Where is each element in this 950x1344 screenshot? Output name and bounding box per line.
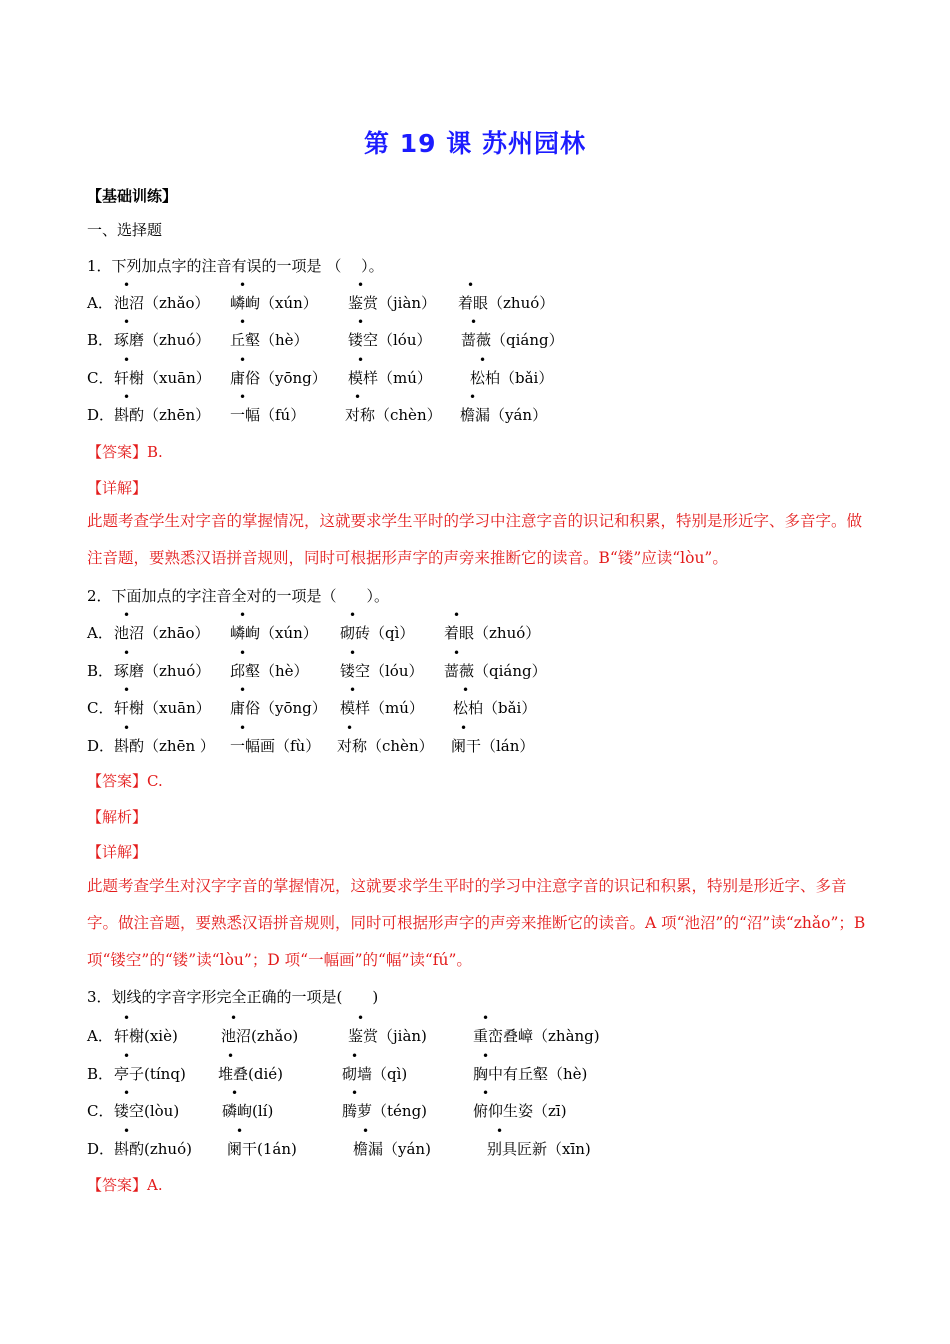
option-letter: B． bbox=[87, 331, 114, 349]
option-item: 着眼（zhuó） • bbox=[444, 608, 541, 642]
q3-answer: 【答案】A. bbox=[87, 1176, 163, 1194]
option-item: 松柏（bǎi） • bbox=[453, 683, 537, 717]
emphasis-dot-mark: • bbox=[453, 608, 461, 622]
emphasis-dot-mark: • bbox=[482, 1011, 490, 1025]
emphasis-dot-mark: • bbox=[239, 721, 247, 735]
emphasis-dot-mark: • bbox=[239, 390, 247, 404]
emphasis-dot-mark: • bbox=[123, 1049, 131, 1063]
option-item: 邱壑（hè） • bbox=[230, 646, 309, 680]
option-letter: C． bbox=[87, 699, 114, 717]
emphasis-dot-mark: • bbox=[351, 1049, 359, 1063]
q2-answer: 【答案】C. bbox=[87, 772, 163, 790]
q3-option-c bbox=[87, 1086, 887, 1122]
emphasis-dot-mark: • bbox=[239, 315, 247, 329]
q1-stem: 1．下列加点字的注音有误的一项是 （ ）。 bbox=[87, 257, 384, 275]
option-item: 庸俗（yōng） • bbox=[230, 353, 327, 387]
option-letter: A． bbox=[87, 294, 113, 312]
emphasis-dot-mark: • bbox=[123, 353, 131, 367]
q2-analysis-label: 【解析】 bbox=[87, 808, 148, 826]
emphasis-dot-mark: • bbox=[230, 1011, 238, 1025]
emphasis-dot-mark: • bbox=[123, 278, 131, 292]
q2-option-d bbox=[87, 721, 887, 757]
q3-option-d bbox=[87, 1124, 887, 1160]
option-letter: B． bbox=[87, 662, 114, 680]
emphasis-dot-mark: • bbox=[236, 1124, 244, 1138]
option-item: 丘壑（hè） • bbox=[230, 315, 309, 349]
emphasis-dot-mark: • bbox=[460, 721, 468, 735]
emphasis-dot-mark: • bbox=[123, 1086, 131, 1100]
emphasis-dot-mark: • bbox=[362, 1124, 370, 1138]
emphasis-dot-mark: • bbox=[123, 683, 131, 697]
emphasis-dot-mark: • bbox=[496, 1124, 504, 1138]
emphasis-dot-mark: • bbox=[357, 1011, 365, 1025]
q2-detail-label: 【详解】 bbox=[87, 843, 148, 861]
option-letter: B． bbox=[87, 1065, 114, 1083]
option-item: 鉴赏（jiàn) • bbox=[348, 1011, 427, 1045]
emphasis-dot-mark: • bbox=[123, 646, 131, 660]
option-item: 蔷薇（qiáng） • bbox=[444, 646, 547, 680]
q1-answer: 【答案】B. bbox=[87, 443, 163, 461]
emphasis-dot-mark: • bbox=[470, 315, 478, 329]
emphasis-dot-mark: • bbox=[357, 315, 365, 329]
emphasis-dot-mark: • bbox=[453, 646, 461, 660]
option-item: 嶙峋（xún） • bbox=[230, 608, 318, 642]
emphasis-dot-mark: • bbox=[239, 683, 247, 697]
option-item: 胸中有丘壑（hè) • bbox=[473, 1049, 588, 1083]
emphasis-dot-mark: • bbox=[349, 608, 357, 622]
section-heading: 【基础训练】 bbox=[87, 187, 178, 205]
emphasis-dot-mark: • bbox=[482, 1086, 490, 1100]
option-item: 琢磨（zhuó） • bbox=[114, 646, 211, 680]
emphasis-dot-mark: • bbox=[239, 278, 247, 292]
option-item: 一幅（fú） • bbox=[230, 390, 306, 424]
option-item: 堆叠(dié) • bbox=[218, 1049, 283, 1083]
option-item: 轩榭(xiè) • bbox=[114, 1011, 178, 1045]
emphasis-dot-mark: • bbox=[469, 390, 477, 404]
option-letter: A． bbox=[87, 1027, 113, 1045]
option-item: 镂空(lòu) • bbox=[114, 1086, 180, 1120]
option-item: 俯仰生姿（zī) • bbox=[473, 1086, 567, 1120]
option-item: 别具匠新（xīn) • bbox=[487, 1124, 591, 1158]
q1-detail-text: 此题考查学生对字音的掌握情况，这就要求学生平时的学习中注意字音的识记和积累，特别是形近字、多音字。做注音题，要熟悉汉语拼音规则，同时可根据形声字的声旁来推断它的读音。B“镂”应读“lòu”。 bbox=[87, 512, 863, 567]
option-item: 檐漏（yán) • bbox=[353, 1124, 431, 1158]
emphasis-dot-mark: • bbox=[462, 683, 470, 697]
option-item: 琢磨（zhuó） • bbox=[114, 315, 211, 349]
part-heading: 一、选择题 bbox=[87, 221, 163, 239]
option-item: 对称（chèn） • bbox=[337, 721, 434, 755]
option-letter: D． bbox=[87, 1140, 115, 1158]
emphasis-dot-mark: • bbox=[357, 278, 365, 292]
q2-option-c bbox=[87, 683, 887, 719]
option-item: 镂空（lóu） • bbox=[348, 315, 432, 349]
q3-option-a bbox=[87, 1011, 887, 1047]
emphasis-dot-mark: • bbox=[123, 608, 131, 622]
option-item: 嶙峋（xún） • bbox=[230, 278, 318, 312]
emphasis-dot-mark: • bbox=[482, 1049, 490, 1063]
option-item: 模样（mú） • bbox=[348, 353, 432, 387]
q1-option-c bbox=[87, 353, 887, 389]
emphasis-dot-mark: • bbox=[227, 1049, 235, 1063]
option-item: 轩榭（xuān） • bbox=[114, 683, 211, 717]
q3-stem: 3．划线的字音字形完全正确的一项是( ) bbox=[87, 988, 379, 1006]
option-item: 蔷薇（qiáng） • bbox=[461, 315, 564, 349]
emphasis-dot-mark: • bbox=[239, 353, 247, 367]
emphasis-dot-mark: • bbox=[239, 608, 247, 622]
option-item: 庸俗（yōng） • bbox=[230, 683, 327, 717]
emphasis-dot-mark: • bbox=[349, 646, 357, 660]
option-letter: C． bbox=[87, 369, 114, 387]
option-item: 重峦叠嶂（zhàng) • bbox=[473, 1011, 600, 1045]
option-item: 对称（chèn） • bbox=[345, 390, 442, 424]
emphasis-dot-mark: • bbox=[354, 390, 362, 404]
option-letter: D． bbox=[87, 406, 115, 424]
emphasis-dot-mark: • bbox=[349, 683, 357, 697]
q1-option-d bbox=[87, 390, 887, 426]
option-item: 池沼（zhǎo） • bbox=[114, 278, 210, 312]
option-item: 池沼（zhāo） • bbox=[114, 608, 210, 642]
emphasis-dot-mark: • bbox=[123, 1124, 131, 1138]
emphasis-dot-mark: • bbox=[351, 1086, 359, 1100]
option-item: 磷峋(lí) • bbox=[222, 1086, 274, 1120]
q2-option-b bbox=[87, 646, 887, 682]
option-letter: A． bbox=[87, 624, 113, 642]
option-item: 阑干(1án) • bbox=[227, 1124, 297, 1158]
emphasis-dot-mark: • bbox=[479, 353, 487, 367]
option-item: 斟酌（zhēn） • bbox=[114, 390, 211, 424]
option-item: 阑干（lán） • bbox=[451, 721, 535, 755]
option-item: 亭子(tínq) • bbox=[114, 1049, 186, 1083]
option-letter: C． bbox=[87, 1102, 114, 1120]
emphasis-dot-mark: • bbox=[123, 1011, 131, 1025]
emphasis-dot-mark: • bbox=[231, 1086, 239, 1100]
emphasis-dot-mark: • bbox=[357, 353, 365, 367]
option-item: 鉴赏（jiàn） • bbox=[348, 278, 437, 312]
option-item: 斟酌(zhuó) • bbox=[114, 1124, 192, 1158]
option-item: 一幅画（fù） • bbox=[230, 721, 321, 755]
option-item: 砌砖（qì） • bbox=[340, 608, 415, 642]
page-title: 第 19 课 苏州园林 bbox=[364, 129, 586, 158]
option-item: 池沼(zhǎo) • bbox=[221, 1011, 299, 1045]
emphasis-dot-mark: • bbox=[467, 278, 475, 292]
emphasis-dot-mark: • bbox=[123, 315, 131, 329]
q1-option-a bbox=[87, 278, 887, 314]
emphasis-dot-mark: • bbox=[239, 646, 247, 660]
option-item: 镂空（lóu） • bbox=[340, 646, 424, 680]
q3-option-b bbox=[87, 1049, 887, 1085]
option-letter: D． bbox=[87, 737, 115, 755]
q2-stem: 2．下面加点的字注音全对的一项是（ ）。 bbox=[87, 587, 390, 605]
emphasis-dot-mark: • bbox=[123, 390, 131, 404]
option-item: 腾萝（téng) • bbox=[342, 1086, 428, 1120]
emphasis-dot-mark: • bbox=[346, 721, 354, 735]
option-item: 着眼（zhuó） • bbox=[458, 278, 555, 312]
option-item: 斟酌（zhēn ） • bbox=[114, 721, 215, 755]
option-item: 松柏（bǎi） • bbox=[470, 353, 554, 387]
q1-option-b bbox=[87, 315, 887, 351]
option-item: 砌墙（qì) • bbox=[342, 1049, 408, 1083]
q1-detail-label: 【详解】 bbox=[87, 479, 148, 497]
option-item: 模样（mú） • bbox=[340, 683, 424, 717]
q2-option-a bbox=[87, 608, 887, 644]
option-item: 轩榭（xuān） • bbox=[114, 353, 211, 387]
q2-detail-text: 此题考查学生对汉字字音的掌握情况，这就要求学生平时的学习中注意字音的识记和积累，特别是形近字、多音字。做注音题，要熟悉汉语拼音规则，同时可根据形声字的声旁来推断它的读音。A 项“池沼”的“沼”读“zhǎo”；B 项“镂空”的“镂”读“lòu”；D 项“一幅画”的“幅”读“fú”。 bbox=[87, 877, 866, 969]
option-item: 檐漏（yán） • bbox=[460, 390, 548, 424]
emphasis-dot-mark: • bbox=[123, 721, 131, 735]
